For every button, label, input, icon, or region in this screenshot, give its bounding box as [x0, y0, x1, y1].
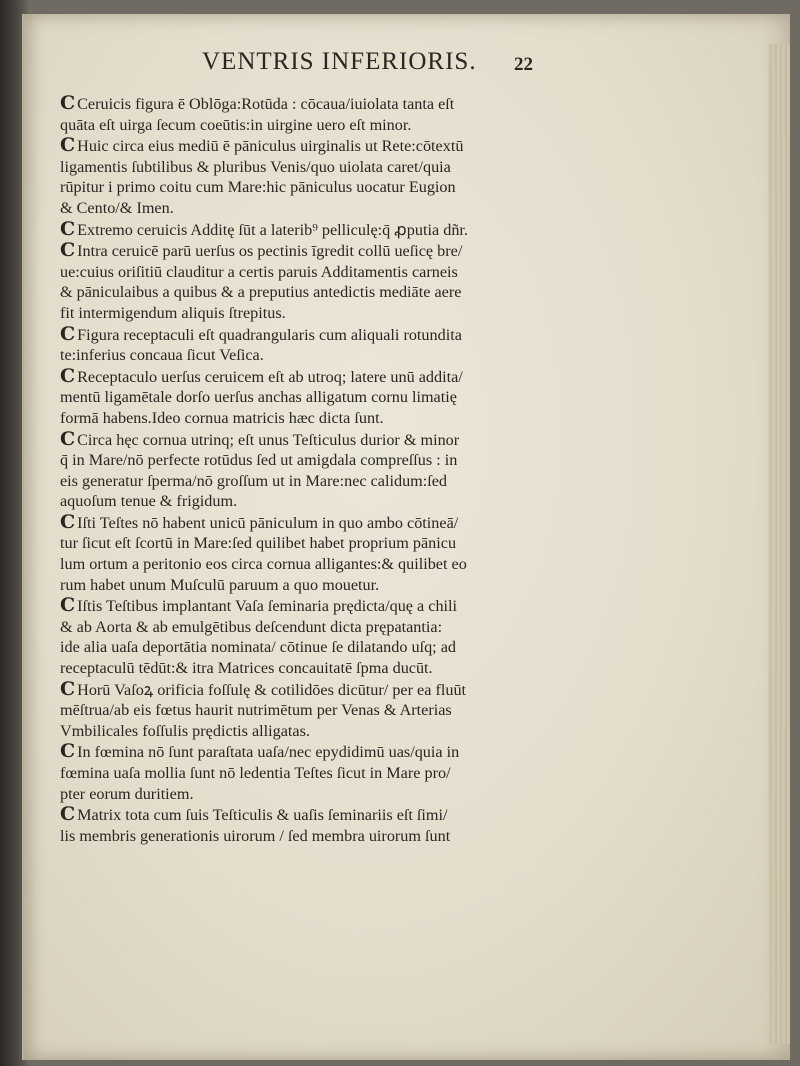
- line-text: receptaculū tēdūt:& itra Matrices concauitatē ſpma ducūt.: [60, 659, 433, 678]
- text-line: [60, 219, 612, 241]
- text-line: [60, 721, 612, 742]
- paragraph-mark-icon: C: [60, 323, 76, 345]
- text-line: [60, 387, 612, 408]
- line-text: & pāniculaibus a quibus & a preputius antedictis mediāte aere: [60, 283, 462, 302]
- paragraph-mark-icon: C: [60, 428, 76, 450]
- paragraph-mark-icon: C: [60, 93, 76, 114]
- text-line: [60, 177, 612, 198]
- line-text: rum habet unum Muſculū paruum a quo mouetur.: [60, 575, 380, 594]
- text-line: [60, 198, 612, 219]
- text-line: [60, 471, 612, 492]
- paragraph-mark-icon: C: [60, 741, 76, 763]
- text-line: [60, 366, 612, 388]
- line-text: Circa hęc cornua utrinq; eſt unus Teſticulus durior & minor: [77, 430, 460, 449]
- page-header: [172, 48, 592, 88]
- line-text: eis generatur ſperma/nō groſſum ut in Mare:nec calidum:ſed: [60, 471, 448, 490]
- line-text: rūpitur i primo coitu cum Mare:hic pāniculus uocatur Eugion: [60, 178, 456, 197]
- line-text: Iſti Teſtes nō habent unicū pāniculum in quo ambo cōtineā/: [77, 513, 459, 532]
- line-text: In fœmina nō ſunt paraſtata uaſa/nec epydidimū uas/quia in: [77, 743, 460, 762]
- paragraph: [60, 595, 612, 678]
- paragraph-mark-icon: C: [60, 511, 76, 533]
- paragraph: [60, 324, 612, 366]
- text-line: [60, 533, 612, 554]
- paragraph: [60, 240, 612, 323]
- line-text: q̄ in Mare/nō perfecte rotūdus ſed ut amigdala compreſſus : in: [60, 451, 458, 470]
- line-text: Extremo ceruicis Additę ſūt a laterib⁹ pelliculę:q̄ ꝓputia dñr.: [77, 220, 468, 239]
- text-line: [60, 115, 612, 136]
- paragraph-mark-icon: C: [60, 135, 76, 157]
- text-line: [60, 450, 612, 471]
- text-line: [60, 741, 612, 763]
- paragraph-mark-icon: C: [60, 365, 76, 387]
- text-line: [60, 303, 612, 324]
- text-line: [60, 93, 612, 115]
- text-line: [60, 491, 612, 512]
- folio-number: 22: [514, 54, 533, 75]
- line-text: & ab Aorta & ab emulgētibus deſcendunt dicta prępatantia:: [60, 617, 443, 636]
- paragraph-mark-icon: C: [60, 240, 76, 262]
- line-text: mentū ligamētale dorſo uerſus anchas alligatum cornu limatię: [60, 388, 457, 407]
- text-line: [60, 763, 612, 784]
- line-text: formā habens.Ideo cornua matricis hæc dicta ſunt.: [60, 408, 384, 427]
- text-line: [60, 282, 612, 303]
- line-text: lum ortum a peritonio eos circa cornua alligantes:& quilibet eo: [60, 555, 467, 574]
- paragraph: [60, 429, 612, 512]
- line-text: Receptaculo uerſus ceruicem eſt ab utroq; latere unū addita/: [77, 367, 463, 386]
- line-text: ue:cuius oriſitiū clauditur a certis paruis Additamentis carneis: [60, 262, 458, 281]
- paragraph: [60, 219, 612, 241]
- text-line: [60, 240, 612, 262]
- line-text: Ceruicis figura ē Oblōga:Rotūda : cōcaua/iuiolata tanta eſt: [77, 95, 455, 113]
- text-line: [60, 700, 612, 721]
- text-line: [60, 679, 612, 701]
- text-line: [60, 617, 612, 638]
- text-line: [60, 157, 612, 178]
- line-text: Matrix tota cum ſuis Teſticulis & uaſis ſeminariis eſt ſimi/: [77, 806, 448, 825]
- line-text: Huic circa eius mediū ē pāniculus uirginalis ut Rete:cōtextū: [77, 137, 464, 156]
- text-line: [60, 575, 612, 596]
- line-text: fit intermigendum aliquis ſtrepitus.: [60, 303, 286, 322]
- paragraph: [60, 512, 612, 595]
- line-text: pter eorum duritiem.: [60, 784, 194, 803]
- text-line: [60, 784, 612, 805]
- text-line: [60, 512, 612, 534]
- paragraph-mark-icon: C: [60, 595, 76, 617]
- line-text: mēſtrua/ab eis fœtus haurit nutrimētum per Venas & Arterias: [60, 701, 452, 720]
- text-line: [60, 324, 612, 346]
- paragraph: [60, 366, 612, 429]
- text-line: [60, 408, 612, 429]
- line-text: ligamentis ſubtilibus & pluribus Venis/quo uiolata caret/quia: [60, 157, 451, 176]
- text-block: [60, 93, 612, 846]
- line-text: te:inferius concaua ſicut Veſica.: [60, 346, 264, 365]
- text-line: [60, 826, 612, 847]
- paragraph-mark-icon: C: [60, 678, 76, 700]
- paragraph: [60, 741, 612, 804]
- line-text: Vmbilicales foſſulis prędictis alligatas.: [60, 721, 310, 740]
- running-title: VENTRIS INFERIORIS.: [202, 48, 477, 75]
- text-line: [60, 429, 612, 451]
- text-line: [60, 804, 612, 826]
- text-line: [60, 135, 612, 157]
- line-text: quāta eſt uirga ſecum coeūtis:in uirgine uero eſt minor.: [60, 115, 412, 134]
- paragraph-mark-icon: C: [60, 804, 76, 826]
- page-edge-stack: [768, 44, 790, 1044]
- line-text: ide alia uaſa deportātia nominata/ cōtinue ſe dilatando uſq; ad: [60, 638, 457, 657]
- line-text: aquoſum tenue & frigidum.: [60, 492, 238, 511]
- text-line: [60, 262, 612, 283]
- line-text: Iſtis Teſtibus implantant Vaſa ſeminaria prędicta/quę a chili: [77, 597, 458, 616]
- paragraph: [60, 679, 612, 742]
- line-text: Figura receptaculi eſt quadrangularis cum aliquali rotundita: [77, 325, 462, 344]
- line-text: lis membris generationis uirorum / ſed membra uirorum ſunt: [60, 826, 451, 845]
- line-text: & Cento/& Imen.: [60, 198, 174, 217]
- text-line: [60, 345, 612, 366]
- paragraph: [60, 93, 612, 135]
- text-line: [60, 637, 612, 658]
- text-line: [60, 595, 612, 617]
- line-text: tur ſicut eſt ſcortū in Mare:ſed quilibet habet proprium pānicu: [60, 534, 457, 553]
- line-text: Intra ceruicē parū uerſus os pectinis īgredit collū ueſicę bre/: [77, 242, 463, 261]
- paragraph: [60, 804, 612, 846]
- text-line: [60, 554, 612, 575]
- line-text: Horū Vaſoꝝ orificia foſſulę & cotilidōes dicūtur/ per ea fluūt: [77, 680, 467, 699]
- text-line: [60, 658, 612, 679]
- paragraph-mark-icon: C: [60, 218, 76, 240]
- line-text: fœmina uaſa mollia ſunt nō ledentia Teſtes ſicut in Mare pro/: [60, 764, 451, 782]
- paragraph: [60, 135, 612, 218]
